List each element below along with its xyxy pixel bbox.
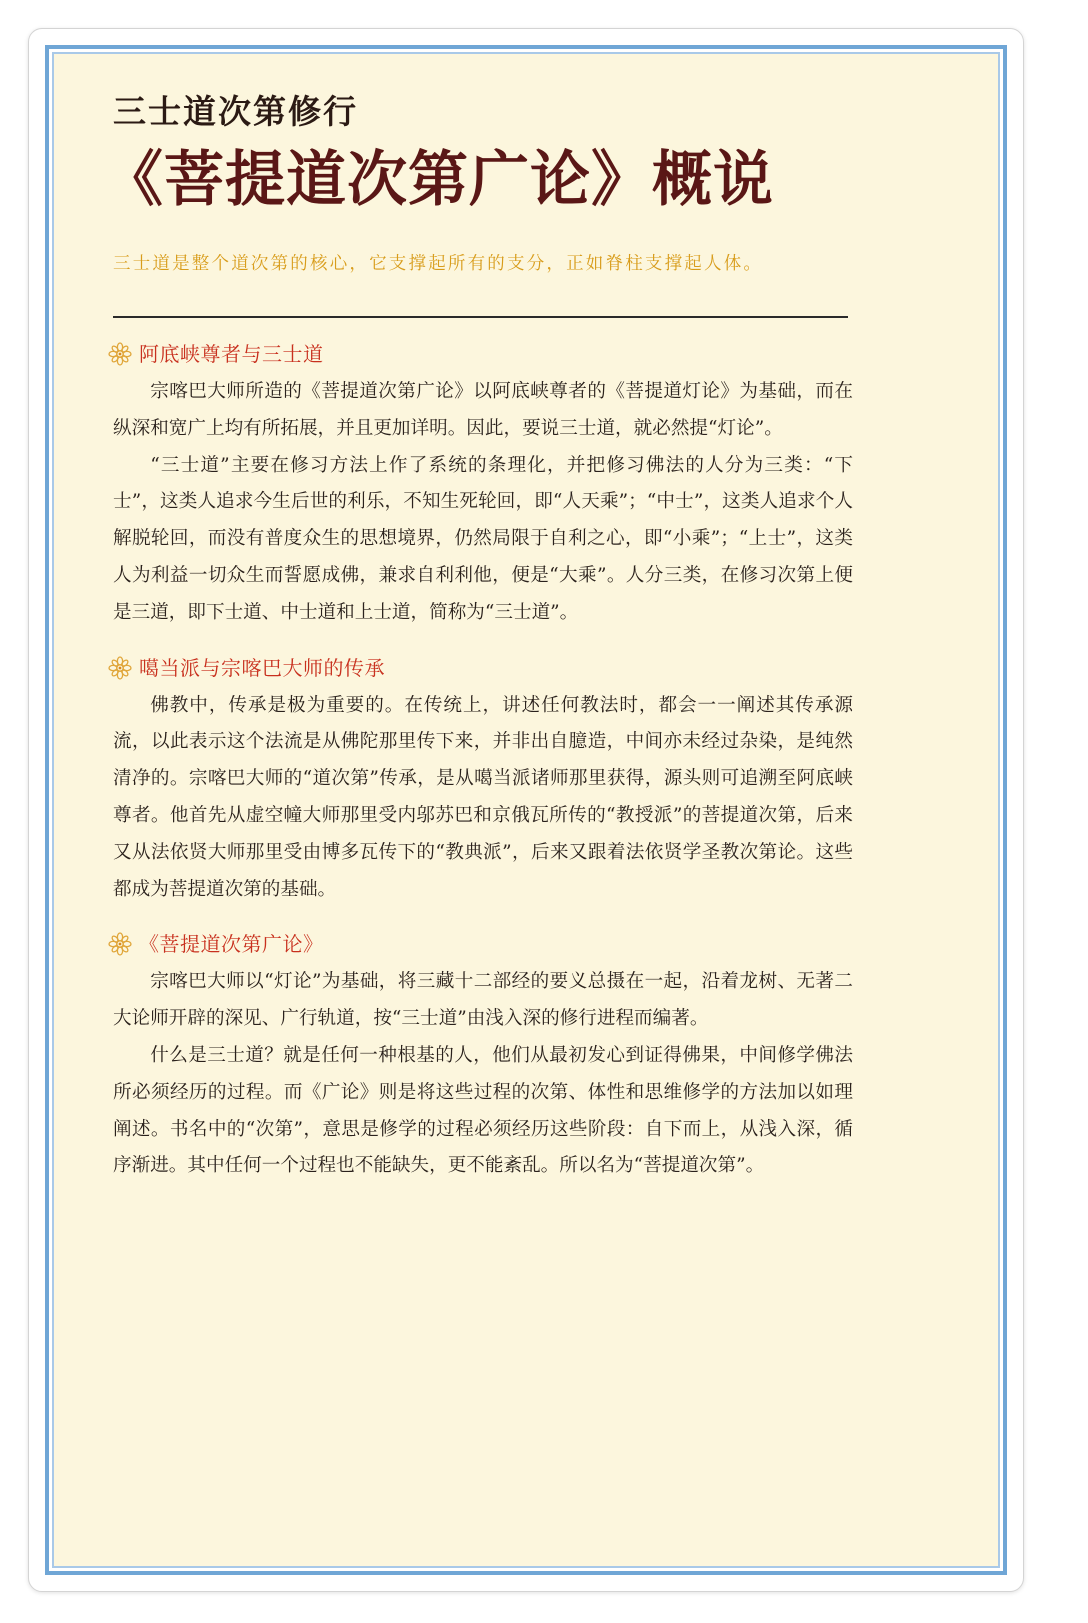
section-heading-label: 《菩提道次第广论》 (139, 932, 324, 957)
paragraph: 什么是三士道？就是任何一种根基的人，他们从最初发心到证得佛果，中间修学佛法所必须经历的过程。而《广论》则是将这些过程的次第、体性和思维修学的方法加以如理阐述。书名中的“次第”，意思是修学的过程必须经历这些阶段：自下而上，从浅入深，循序渐进。其中任何一个过程也不能缺失，更不能紊乱。所以名为“菩提道次第”。 (113, 1044, 853, 1177)
lotus-flower-icon (107, 341, 133, 367)
paragraph: “三士道”主要在修习方法上作了系统的条理化，并把修习佛法的人分为三类：“下士”，这类人追求今生后世的利乐，不知生死轮回，即“人天乘”；“中士”，这类人追求个人解脱轮回，而没有普度众生的思想境界，仍然局限于自利之心，即“小乘”；“上士”，这类人为利益一切众生而誓愿成佛，兼求自利利他，便是“大乘”。人分三类，在修习次第上便是三道，即下士道、中士道和上士道，简称为“三士道”。 (113, 454, 853, 623)
article (103, 90, 853, 1185)
section-heading (107, 648, 853, 688)
section-heading-label: 阿底峡尊者与三士道 (139, 342, 324, 366)
tagline: 三士道是整个道次第的核心，它支撑起所有的支分，正如脊柱支撑起人体。 (113, 254, 764, 274)
lotus-flower-icon (107, 655, 133, 681)
section-heading (107, 924, 853, 964)
section-heading-label: 噶当派与宗喀巴大师的传承 (139, 655, 385, 680)
page-title: 《菩提道次第广论》概说 (103, 145, 774, 215)
section-lamrim-chenmo (113, 924, 853, 1185)
lotus-flower-icon (107, 931, 133, 957)
section-heading (107, 334, 853, 374)
section-atisha (113, 334, 853, 632)
divider (113, 316, 848, 318)
paragraph: 佛教中，传承是极为重要的。在传统上，讲述任何教法时，都会一一阐述其传承源流，以此表示这个法流是从佛陀那里传下来，并非出自臆造，中间亦未经过杂染，是纯然清净的。宗喀巴大师的“道次第”传承，是从噶当派诸师那里获得，源头则可追溯至阿底峡尊者。他首先从虚空幢大师那里受内邬苏巴和京俄瓦所传的“教授派”的菩提道次第，后来又从法依贤大师那里受由博多瓦传下的“教典派”，后来又跟着法依贤学圣教次第论。这些都成为菩提道次第的基础。 (113, 694, 853, 900)
series-title: 三士道次第修行 (113, 92, 358, 131)
section-kadampa-lineage (113, 648, 853, 909)
paragraph: 宗喀巴大师以“灯论”为基础，将三藏十二部经的要义总摄在一起，沿着龙树、无著二大论师开辟的深见、广行轨道，按“三士道”由浅入深的修行进程而编著。 (113, 971, 853, 1030)
paragraph: 宗喀巴大师所造的《菩提道次第广论》以阿底峡尊者的《菩提道灯论》为基础，而在纵深和宽广上均有所拓展，并且更加详明。因此，要说三士道，就必然提“灯论”。 (113, 381, 853, 439)
